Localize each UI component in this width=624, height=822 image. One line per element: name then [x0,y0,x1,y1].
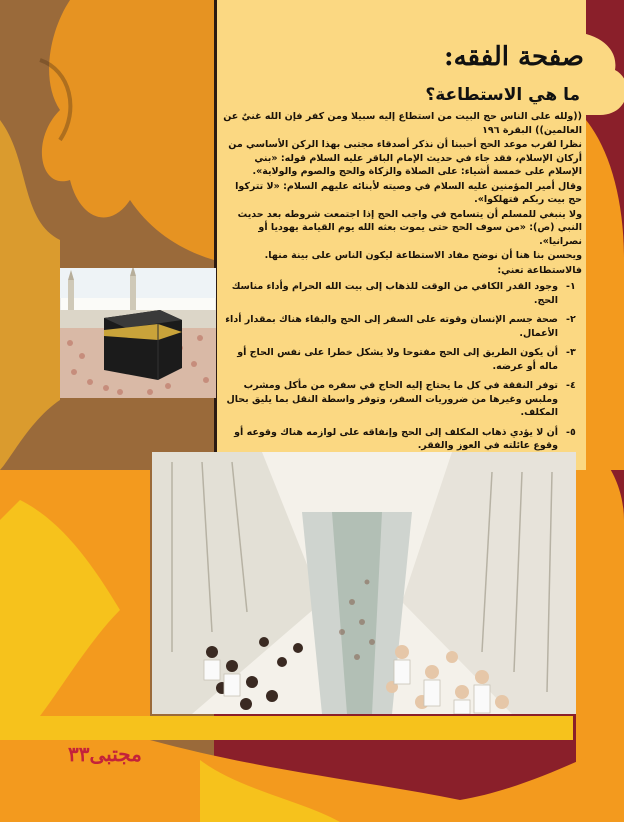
kaaba-illustration [60,268,216,398]
list-item [220,379,582,420]
list-item [220,426,582,453]
conditions-list [220,280,582,453]
list-intro: فالاستطاعة تعني: [497,264,582,276]
paragraph: ويحسن بنا هنا أن نوضح مفاد الاستطاعة ليكون الناس على بينة منها. [264,250,582,261]
list-text: صحة جسم الإنسان وقوته على السفر إلى الحج والبقاء هناك بمقدار أداء الأعمال. [225,314,558,339]
list-number: ٢- [566,314,576,325]
pilgrims-illustration [152,452,576,714]
list-text: توفر النفقة في كل ما يحتاج إليه الحاج في سفره من مأكل ومشرب وملبس وغيرها من ضروريات السفر، وتوفر واسطة النقل بما يليق بحال المكلف. [226,380,558,418]
page-title: صفحة الفقه: [444,42,584,72]
list-text: أن يكون الطريق إلى الحج مفتوحا ولا يشكل خطرا على نفس الحاج أو ماله أو عرضه. [237,347,558,372]
list-text: أن لا يؤدي ذهاب المكلف إلى الحج وإنفاقه على لوازمه هناك وقوعه أو وقوع عائلته في العوز والفقر. [234,426,558,451]
paragraph: وقال أمير المؤمنين عليه السلام في وصيته لأبنائه عليهم السلام: «لا تتركوا حج بيت ربكم فتهلكوا». [235,180,582,205]
paragraph: ولا ينبغي للمسلم أن يتسامح في واجب الحج إذا اجتمعت شروطه بعد حديث النبي (ص): «من سوف الحج حتى يموت بعثه الله يوم القيامة يهوديا أو نصرانيا». [237,208,582,247]
quran-quote: ((ولله على الناس حج البيت من استطاع إليه سبيلا ومن كفر فإن الله غنيٌ عن العالمين)) البقرة ١٩٦ [223,111,582,136]
list-number: ٣- [566,347,576,358]
list-item [220,346,582,373]
list-number: ١- [566,281,576,292]
magazine-logo: مجتبى٣٣ [68,742,142,766]
list-number: ٤- [566,380,576,391]
list-text: وجود القدر الكافي من الوقت للذهاب إلى بيت الله الحرام وأداء مناسك الحج. [231,281,558,306]
section-subtitle: ما هي الاستطاعة؟ [425,85,580,105]
footer-band [0,716,573,740]
paragraph: نظرا لقرب موعد الحج أحببنا أن نذكر أصدقاء مجتبى بهذا الركن الأساسي من أركان الإسلام، فقد جاء في حديث الإمام الباقر عليه السلام قوله: «بني الإسلام على خمسة أشياء: على الصلاة والزكاة والحج والصوم والولاية». [228,139,582,177]
article-body [220,110,582,459]
panel-border [214,0,217,470]
list-number: ٥- [566,426,576,438]
list-item [220,280,582,307]
list-item [220,313,582,340]
